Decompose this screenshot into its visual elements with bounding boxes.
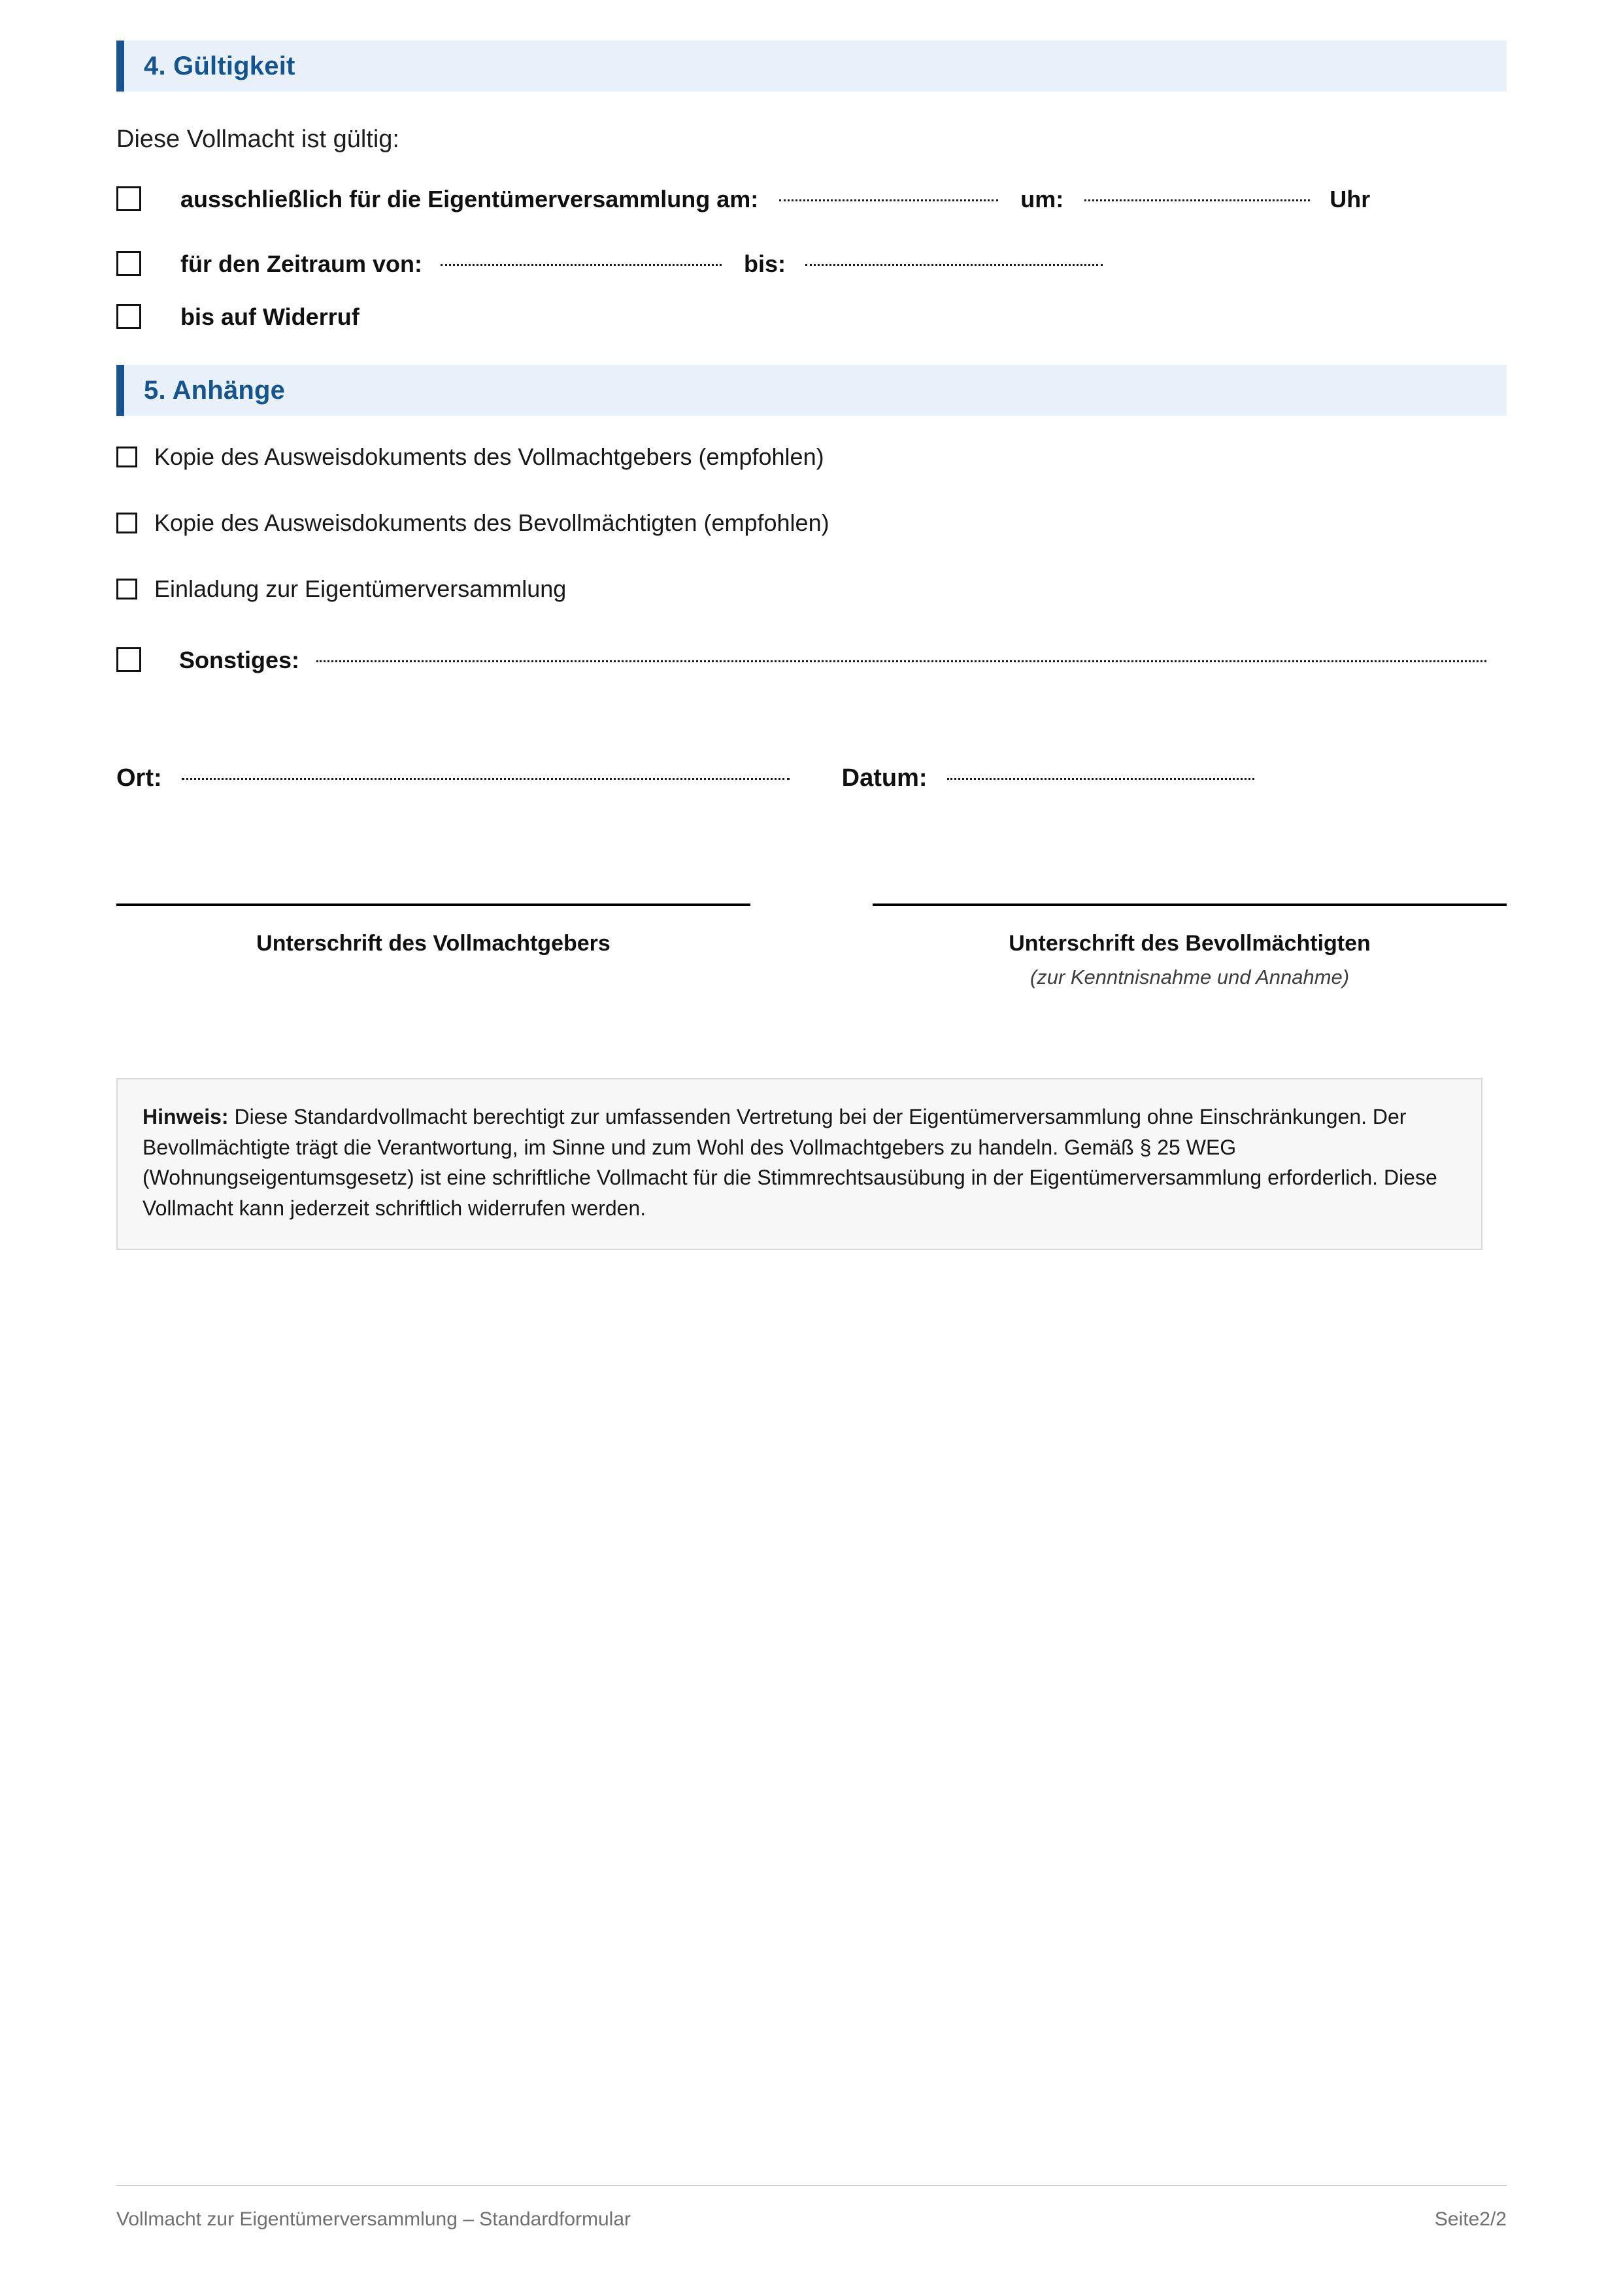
signature-subcaption-attorney: (zur Kenntnisnahme und Annahme): [1029, 966, 1350, 988]
signature-caption-grantor: Unterschrift des Vollmachtgebers: [256, 931, 611, 956]
place-date-row: [116, 764, 1507, 792]
notice-text: Diese Standardvollmacht berechtigt zur umfassenden Vertretung bei der Eigentümerversammlung ohne Einschränkungen. Der Bevollmächtigte trägt die Verantwortung, im Sinne und zum Wohl des Vollmachtgebers zu handeln. Gemäß § 25 WEG (Wohnungseigentumsgesetz) ist eine schriftliche Vollmacht für die Stimmrechtsausübung in der Eigentümerversammlung erforderlich. Diese Vollmacht kann jederzeit schriftlich widerrufen werden.: [142, 1105, 1437, 1221]
attachments-list: [116, 443, 1507, 674]
checkbox-validity-period[interactable]: [116, 251, 141, 276]
signature-caption-attorney: Unterschrift des Bevollmächtigten: [1009, 931, 1371, 956]
checkbox-attachment-id-grantor[interactable]: [116, 447, 137, 467]
section-header-validity: [116, 41, 1507, 92]
section-title-attachments: 5. Anhänge: [144, 375, 286, 405]
validity-option-until-revoked[interactable]: [116, 300, 1507, 331]
section-title-validity: 4. Gültigkeit: [144, 51, 295, 80]
attachment-item-other[interactable]: [116, 643, 1507, 674]
validity-options-group: [116, 182, 1507, 331]
validity-option-2-label: für den Zeitraum von:: [180, 250, 423, 277]
attachment-item-id-attorney[interactable]: [116, 509, 1507, 537]
attachment-item-1-label: Kopie des Ausweisdokuments des Vollmachtgebers (empfohlen): [154, 443, 824, 470]
notice-paragraph: [142, 1102, 1456, 1224]
attachment-item-invitation[interactable]: [116, 575, 1507, 603]
validity-option-1-time-label: um:: [1020, 186, 1064, 212]
section-accent-bar: [116, 41, 124, 92]
signature-grantor: [116, 903, 750, 989]
attachment-item-id-grantor[interactable]: [116, 443, 1507, 471]
section-header-attachments: [116, 365, 1507, 416]
validity-option-3-label: bis auf Widerruf: [180, 303, 360, 330]
footer-title: Vollmacht zur Eigentümerversammlung – Standardformular: [116, 2208, 631, 2230]
input-period-from[interactable]: [441, 263, 722, 266]
attachment-item-2-label: Kopie des Ausweisdokuments des Bevollmächtigten (empfohlen): [154, 509, 829, 536]
checkbox-attachment-invitation[interactable]: [116, 579, 137, 599]
page-content: [116, 0, 1507, 1250]
validity-option-period[interactable]: [116, 247, 1507, 278]
checkbox-attachment-other[interactable]: [116, 647, 141, 672]
signature-line-grantor[interactable]: [116, 903, 750, 906]
notice-label: Hinweis:: [142, 1105, 229, 1128]
footer-row: [116, 2208, 1507, 2231]
input-meeting-date[interactable]: [779, 199, 998, 201]
input-date[interactable]: [947, 777, 1254, 780]
validity-lead-text: Diese Vollmacht ist gültig:: [116, 126, 399, 153]
input-place[interactable]: [182, 777, 790, 780]
footer-page-number: Seite2/2: [1434, 2208, 1507, 2230]
page-footer: [116, 2185, 1507, 2231]
validity-option-1-label: ausschließlich für die Eigentümerversammlung am:: [180, 186, 759, 212]
signature-block: [116, 903, 1507, 989]
checkbox-validity-until-revoked[interactable]: [116, 304, 141, 329]
checkbox-validity-meeting-date[interactable]: [116, 186, 141, 211]
input-meeting-time[interactable]: [1084, 199, 1310, 201]
input-period-to[interactable]: [805, 263, 1103, 266]
attachment-other-label: Sonstiges:: [179, 647, 300, 673]
notice-box: [116, 1078, 1482, 1250]
validity-option-2-until-label: bis:: [744, 250, 786, 277]
footer-divider: [116, 2185, 1507, 2186]
input-attachment-other[interactable]: [316, 660, 1486, 662]
date-label: Datum:: [841, 764, 928, 792]
signature-line-attorney[interactable]: [873, 903, 1507, 906]
validity-option-1-uhr-label: Uhr: [1330, 186, 1371, 212]
attachment-item-3-label: Einladung zur Eigentümerversammlung: [154, 575, 567, 602]
place-label: Ort:: [116, 764, 162, 792]
signature-attorney: [873, 903, 1507, 989]
section-accent-bar: [116, 365, 124, 416]
checkbox-attachment-id-attorney[interactable]: [116, 513, 137, 533]
validity-option-meeting-date[interactable]: [116, 182, 1507, 213]
